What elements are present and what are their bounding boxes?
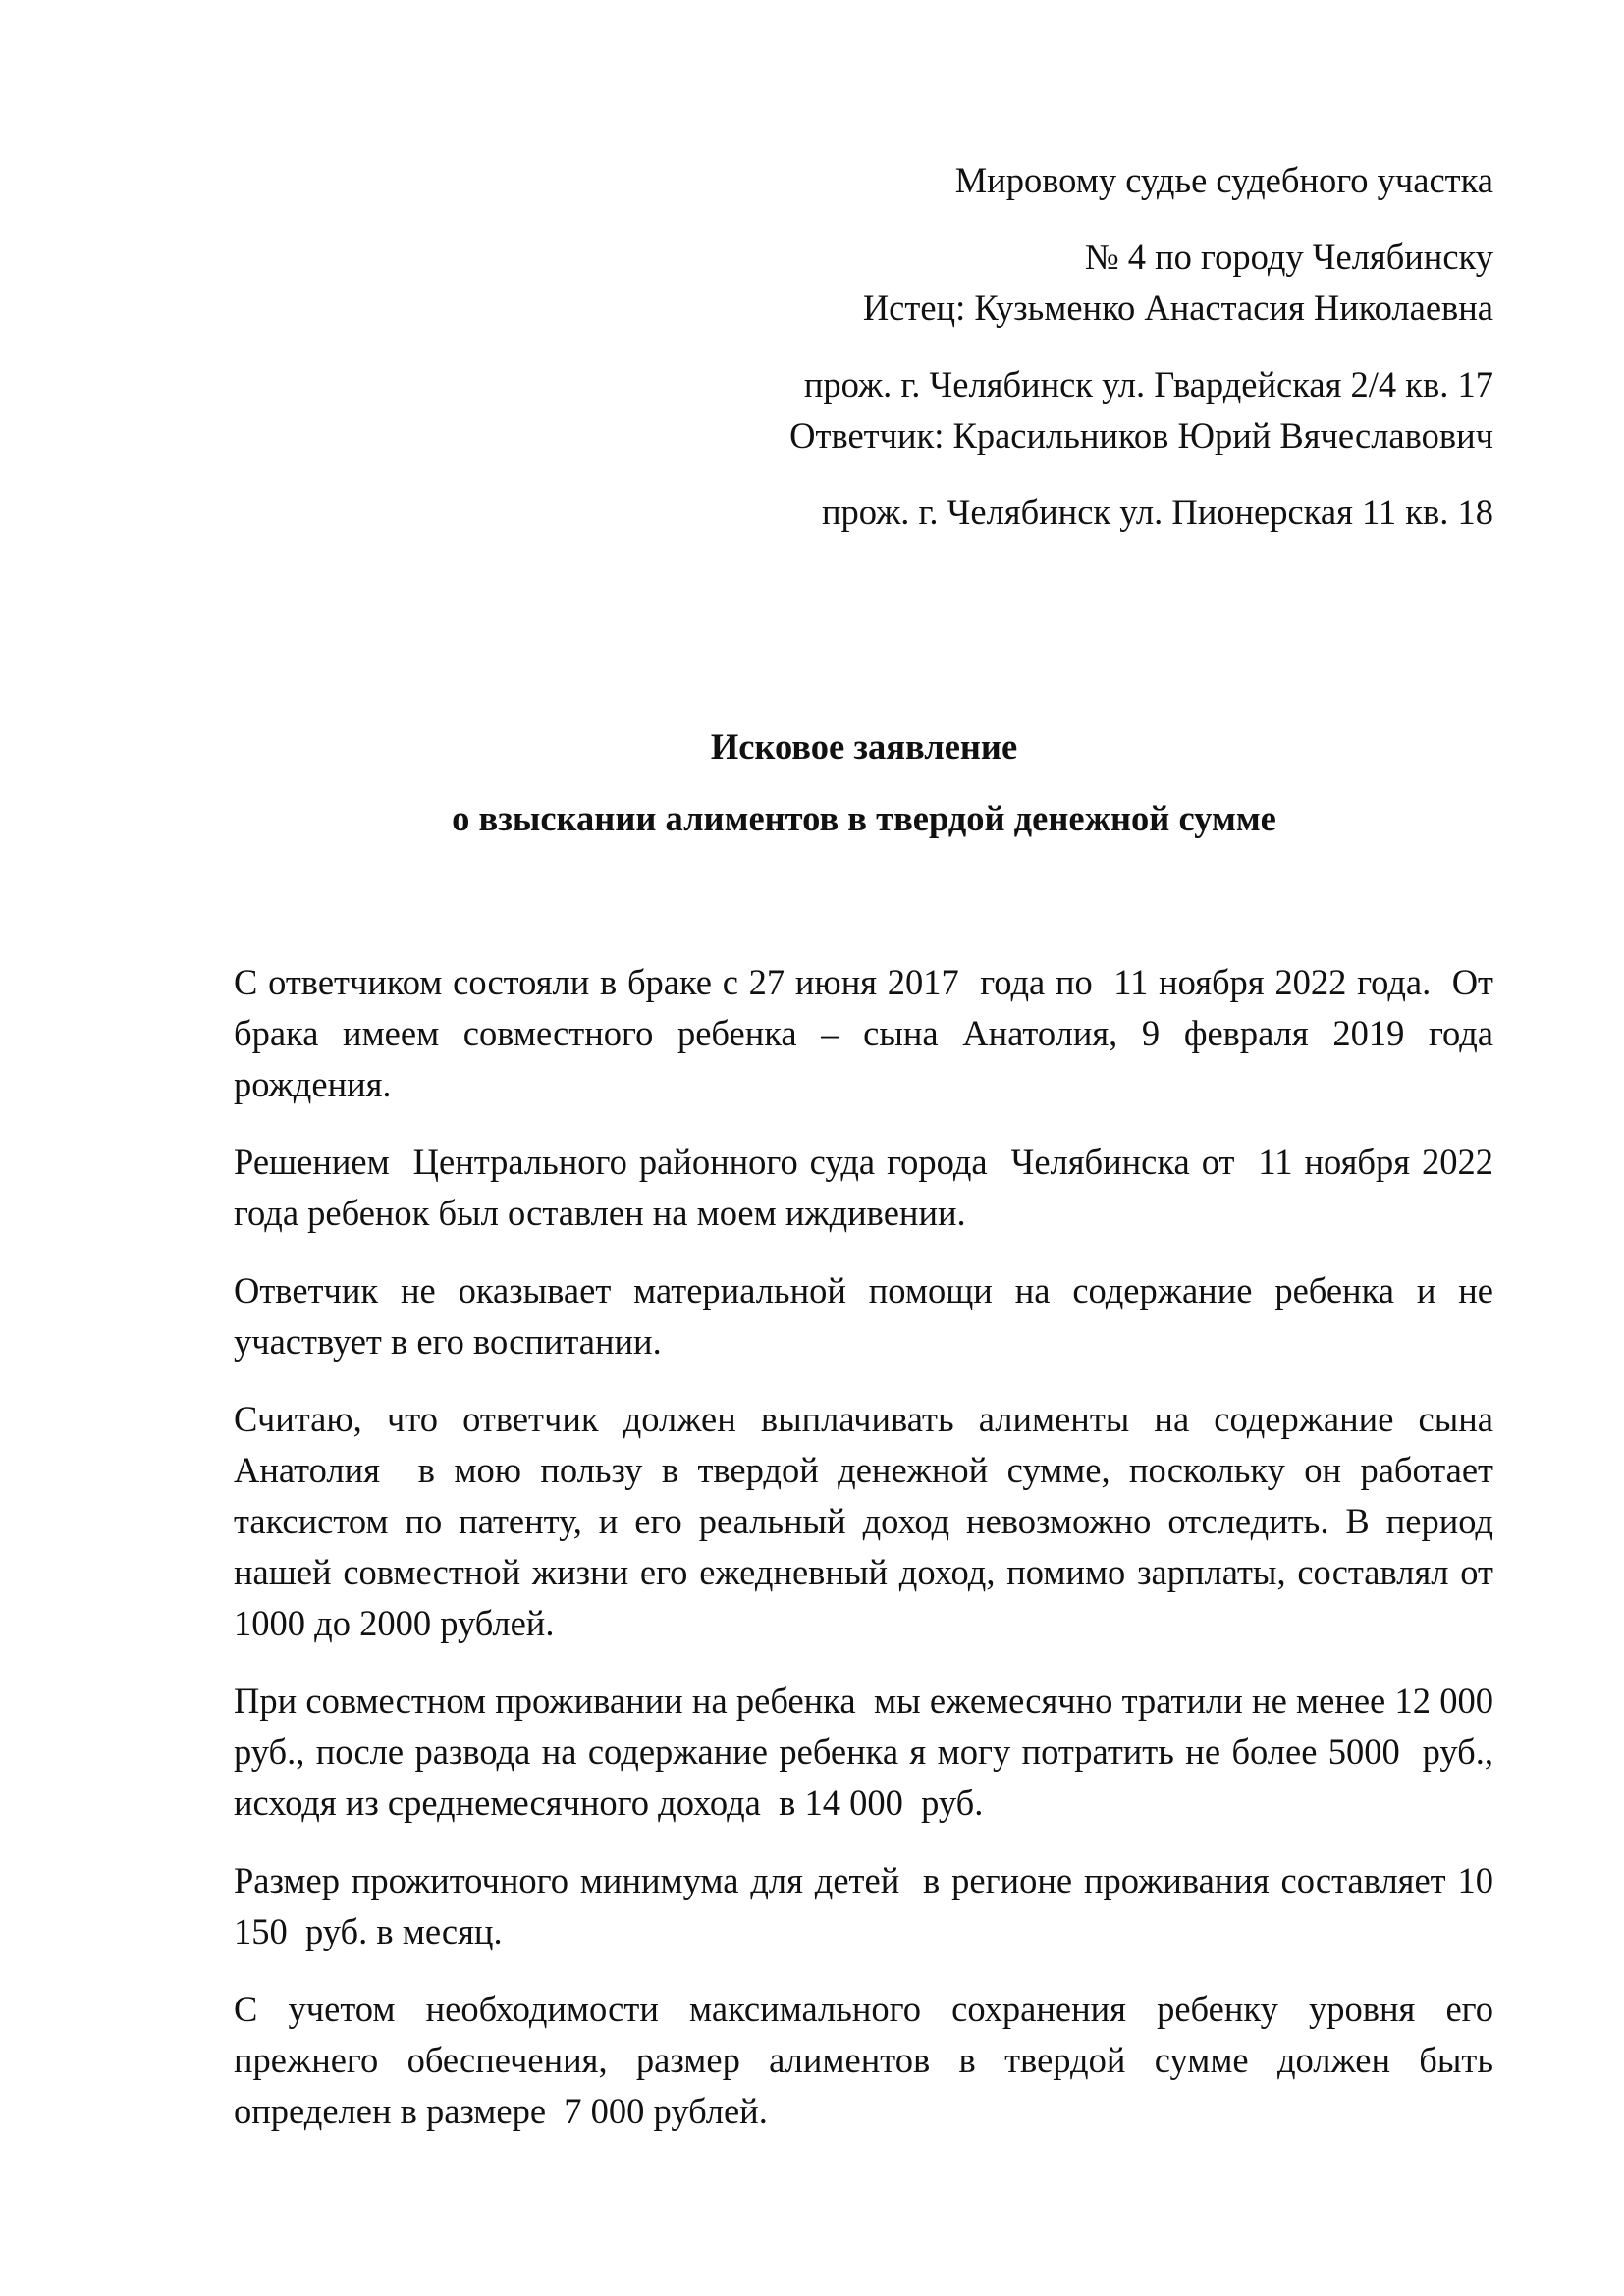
court-district-line: № 4 по городу Челябинску <box>1084 237 1493 277</box>
claim-body <box>234 957 1512 2163</box>
defendant-address-line: прож. г. Челябинск ул. Пионерская 11 кв. 18 <box>821 492 1493 532</box>
defendant-name-line: Ответчик: Красильников Юрий Вячеславович <box>789 415 1493 455</box>
paragraph-court-decision: Решением Центрального районного суда города Челябинска от 11 ноября 2022 года ребенок был оставлен на моем иждивении. <box>234 1142 1512 1233</box>
plaintiff-name-line: Истец: Кузьменко Анастасия Николаевна <box>862 288 1493 328</box>
plaintiff-address-line: прож. г. Челябинск ул. Гвардейская 2/4 кв. 17 <box>803 364 1493 404</box>
addressee-block <box>512 155 1493 538</box>
paragraph-no-support: Ответчик не оказывает материальной помощи на содержание ребенка и не участвует в его воспитании. <box>234 1270 1503 1362</box>
paragraph-subsistence-minimum: Размер прожиточного минимума для детей в регионе проживания составляет 10 150 руб. в месяц. <box>234 1860 1503 1951</box>
paragraph-expenses: При совместном проживании на ребенка мы ежемесячно тратили не менее 12 000 руб., после развода на содержание ребенка я могу потратить не более 5000 руб., исходя из среднемесячного дохода в 14 000 руб. <box>234 1681 1503 1823</box>
subtitle-line: о взыскании алиментов в твердой денежной сумме <box>452 798 1276 838</box>
title-line: Исковое заявление <box>710 726 1018 767</box>
paragraph-alimony-amount: С учетом необходимости максимального сохранения ребенку уровня его прежнего обеспечения, размер алиментов в твердой сумме должен быть определен в размере 7 000 рублей. <box>234 1989 1503 2131</box>
paragraph-fixed-sum-reason: Считаю, что ответчик должен выплачивать алименты на содержание сына Анатолия в мою пользу в твердой денежной сумме, поскольку он работает таксистом по патенту, и его реальный доход невозможно отследить. В период нашей совместной жизни его ежедневный доход, помимо зарплаты, составлял от 1000 до 2000 рублей. <box>234 1399 1503 1643</box>
document-title <box>0 721 1624 844</box>
paragraph-marriage: С ответчиком состояли в браке с 27 июня 2017 года по 11 ноября 2022 года. От брака имеем совместного ребенка – сына Анатолия, 9 февраля 2019 года рождения. <box>234 962 1503 1104</box>
court-addressee-line: Мировому судье судебного участка <box>954 160 1493 200</box>
